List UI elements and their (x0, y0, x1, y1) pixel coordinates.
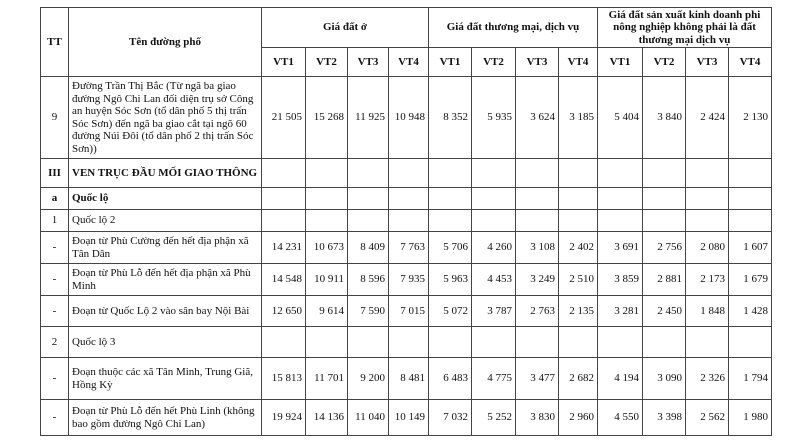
table-row (41, 358, 772, 400)
table-row (41, 264, 772, 296)
price-cell: 1 679 (729, 264, 772, 296)
street-name: Đoạn từ Quốc Lộ 2 vào sân bay Nội Bài (69, 296, 262, 327)
price-cell: 7 590 (348, 296, 389, 327)
header-vt1: VT1 (429, 48, 472, 77)
price-cell: 4 260 (472, 232, 516, 264)
price-cell: 2 130 (729, 77, 772, 159)
empty-cell (306, 210, 348, 232)
price-cell: 1 794 (729, 358, 772, 400)
price-cell: 5 072 (429, 296, 472, 327)
price-cell: 1 848 (686, 296, 729, 327)
row-tt: - (41, 232, 69, 264)
price-cell: 2 326 (686, 358, 729, 400)
price-cell: 4 775 (472, 358, 516, 400)
price-cell: 10 149 (389, 400, 429, 436)
price-cell: 2 562 (686, 400, 729, 436)
subsection-title: Quốc lộ (69, 188, 262, 210)
price-cell: 3 185 (559, 77, 598, 159)
empty-cell (348, 188, 389, 210)
price-cell: 3 477 (516, 358, 559, 400)
empty-cell (472, 188, 516, 210)
empty-cell (472, 327, 516, 358)
table-row (41, 400, 772, 436)
row-tt: a (41, 188, 69, 210)
price-cell: 3 840 (643, 77, 686, 159)
row-tt: - (41, 358, 69, 400)
empty-cell (643, 210, 686, 232)
price-cell: 4 194 (598, 358, 643, 400)
empty-cell (729, 327, 772, 358)
table-row (41, 296, 772, 327)
empty-cell (559, 159, 598, 188)
price-cell: 15 268 (306, 77, 348, 159)
empty-cell (729, 159, 772, 188)
empty-cell (348, 210, 389, 232)
row-tt: 9 (41, 77, 69, 159)
group-title: Quốc lộ 2 (69, 210, 262, 232)
price-cell: 3 281 (598, 296, 643, 327)
price-cell: 2 450 (643, 296, 686, 327)
subsection-row (41, 188, 772, 210)
price-cell: 14 231 (262, 232, 306, 264)
empty-cell (516, 159, 559, 188)
price-cell: 11 040 (348, 400, 389, 436)
price-cell: 2 510 (559, 264, 598, 296)
price-cell: 14 136 (306, 400, 348, 436)
header-vt4: VT4 (729, 48, 772, 77)
row-tt: III (41, 159, 69, 188)
price-cell: 4 550 (598, 400, 643, 436)
empty-cell (429, 159, 472, 188)
header-vt1: VT1 (598, 48, 643, 77)
table-body (41, 77, 772, 436)
land-price-table-container (40, 7, 772, 436)
price-cell: 10 948 (389, 77, 429, 159)
header-commercial-land: Giá đất thương mại, dịch vụ (429, 8, 598, 48)
street-name: Đoạn từ Phù Cường đến hết địa phận xã Tân Dân (69, 232, 262, 264)
price-cell: 7 032 (429, 400, 472, 436)
table-row (41, 232, 772, 264)
header-row-groups (41, 8, 772, 48)
empty-cell (472, 159, 516, 188)
header-street-name: Tên đường phố (69, 8, 262, 77)
price-cell: 6 483 (429, 358, 472, 400)
price-cell: 4 453 (472, 264, 516, 296)
price-cell: 2 402 (559, 232, 598, 264)
empty-cell (306, 327, 348, 358)
header-vt1: VT1 (262, 48, 306, 77)
price-cell: 3 624 (516, 77, 559, 159)
price-cell: 1 980 (729, 400, 772, 436)
empty-cell (686, 210, 729, 232)
price-cell: 7 015 (389, 296, 429, 327)
section-row (41, 159, 772, 188)
price-cell: 2 682 (559, 358, 598, 400)
header-non-agricultural-land: Giá đất sản xuất kinh doanh phi nông nghiệp không phải là đất thương mại dịch vụ (598, 8, 772, 48)
price-cell: 2 173 (686, 264, 729, 296)
price-cell: 9 614 (306, 296, 348, 327)
price-cell: 1 607 (729, 232, 772, 264)
header-residential-land: Giá đất ở (262, 8, 429, 48)
empty-cell (686, 188, 729, 210)
group-title: Quốc lộ 3 (69, 327, 262, 358)
empty-cell (686, 327, 729, 358)
empty-cell (516, 327, 559, 358)
empty-cell (516, 210, 559, 232)
price-cell: 2 763 (516, 296, 559, 327)
empty-cell (598, 327, 643, 358)
row-tt: 1 (41, 210, 69, 232)
empty-cell (643, 159, 686, 188)
empty-cell (598, 188, 643, 210)
empty-cell (559, 188, 598, 210)
price-cell: 7 763 (389, 232, 429, 264)
price-cell: 2 424 (686, 77, 729, 159)
header-vt2: VT2 (643, 48, 686, 77)
row-tt: 2 (41, 327, 69, 358)
header-vt2: VT2 (306, 48, 348, 77)
price-cell: 3 787 (472, 296, 516, 327)
empty-cell (559, 327, 598, 358)
street-name: Đoạn từ Phù Lỗ đến hết địa phận xã Phù Minh (69, 264, 262, 296)
empty-cell (389, 210, 429, 232)
price-cell: 8 596 (348, 264, 389, 296)
price-cell: 5 935 (472, 77, 516, 159)
street-name: Đoạn thuộc các xã Tân Minh, Trung Giã, Hồng Kỳ (69, 358, 262, 400)
header-vt3: VT3 (686, 48, 729, 77)
price-cell: 19 924 (262, 400, 306, 436)
price-cell: 2 135 (559, 296, 598, 327)
empty-cell (348, 327, 389, 358)
empty-cell (262, 188, 306, 210)
empty-cell (516, 188, 559, 210)
empty-cell (598, 159, 643, 188)
empty-cell (598, 210, 643, 232)
price-cell: 2 080 (686, 232, 729, 264)
price-cell: 2 960 (559, 400, 598, 436)
price-cell: 10 911 (306, 264, 348, 296)
price-cell: 3 691 (598, 232, 643, 264)
price-cell: 21 505 (262, 77, 306, 159)
empty-cell (262, 159, 306, 188)
street-name: Đường Trần Thị Bắc (Từ ngã ba giao đường Ngô Chi Lan đối diện trụ sở Công an huyện Sóc Sơn (tổ dân phố 5 thị trấn Sóc Sơn) đến ngã ba giao cắt tại ngõ 60 đường Núi Đôi (tổ dân phố 2 thị trấn Sóc Sơn)) (69, 77, 262, 159)
group-row (41, 327, 772, 358)
empty-cell (429, 210, 472, 232)
empty-cell (262, 327, 306, 358)
price-cell: 3 398 (643, 400, 686, 436)
price-cell: 11 701 (306, 358, 348, 400)
price-cell: 7 935 (389, 264, 429, 296)
empty-cell (429, 327, 472, 358)
header-vt2: VT2 (472, 48, 516, 77)
price-cell: 8 481 (389, 358, 429, 400)
empty-cell (729, 188, 772, 210)
street-name: Đoạn từ Phù Lỗ đến hết Phù Linh (không bao gồm đường Ngô Chi Lan) (69, 400, 262, 436)
empty-cell (389, 159, 429, 188)
price-cell: 14 548 (262, 264, 306, 296)
price-cell: 5 706 (429, 232, 472, 264)
price-cell: 8 409 (348, 232, 389, 264)
empty-cell (429, 188, 472, 210)
table-row (41, 77, 772, 159)
row-tt: - (41, 296, 69, 327)
row-tt: - (41, 400, 69, 436)
price-cell: 8 352 (429, 77, 472, 159)
price-cell: 3 249 (516, 264, 559, 296)
empty-cell (686, 159, 729, 188)
price-cell: 5 404 (598, 77, 643, 159)
price-cell: 11 925 (348, 77, 389, 159)
price-cell: 10 673 (306, 232, 348, 264)
price-cell: 1 428 (729, 296, 772, 327)
row-tt: - (41, 264, 69, 296)
empty-cell (389, 327, 429, 358)
price-cell: 3 859 (598, 264, 643, 296)
group-row (41, 210, 772, 232)
empty-cell (643, 327, 686, 358)
empty-cell (643, 188, 686, 210)
header-vt3: VT3 (516, 48, 559, 77)
price-cell: 15 813 (262, 358, 306, 400)
header-vt4: VT4 (559, 48, 598, 77)
empty-cell (306, 188, 348, 210)
price-cell: 3 830 (516, 400, 559, 436)
price-cell: 5 963 (429, 264, 472, 296)
price-cell: 9 200 (348, 358, 389, 400)
empty-cell (729, 210, 772, 232)
empty-cell (306, 159, 348, 188)
price-cell: 2 881 (643, 264, 686, 296)
price-cell: 2 756 (643, 232, 686, 264)
empty-cell (262, 210, 306, 232)
price-cell: 12 650 (262, 296, 306, 327)
header-vt4: VT4 (389, 48, 429, 77)
price-cell: 3 108 (516, 232, 559, 264)
land-price-table (40, 7, 772, 436)
header-tt: TT (41, 8, 69, 77)
empty-cell (389, 188, 429, 210)
price-cell: 3 090 (643, 358, 686, 400)
section-title: VEN TRỤC ĐẦU MỐI GIAO THÔNG (69, 159, 262, 188)
empty-cell (559, 210, 598, 232)
empty-cell (472, 210, 516, 232)
header-vt3: VT3 (348, 48, 389, 77)
empty-cell (348, 159, 389, 188)
price-cell: 5 252 (472, 400, 516, 436)
